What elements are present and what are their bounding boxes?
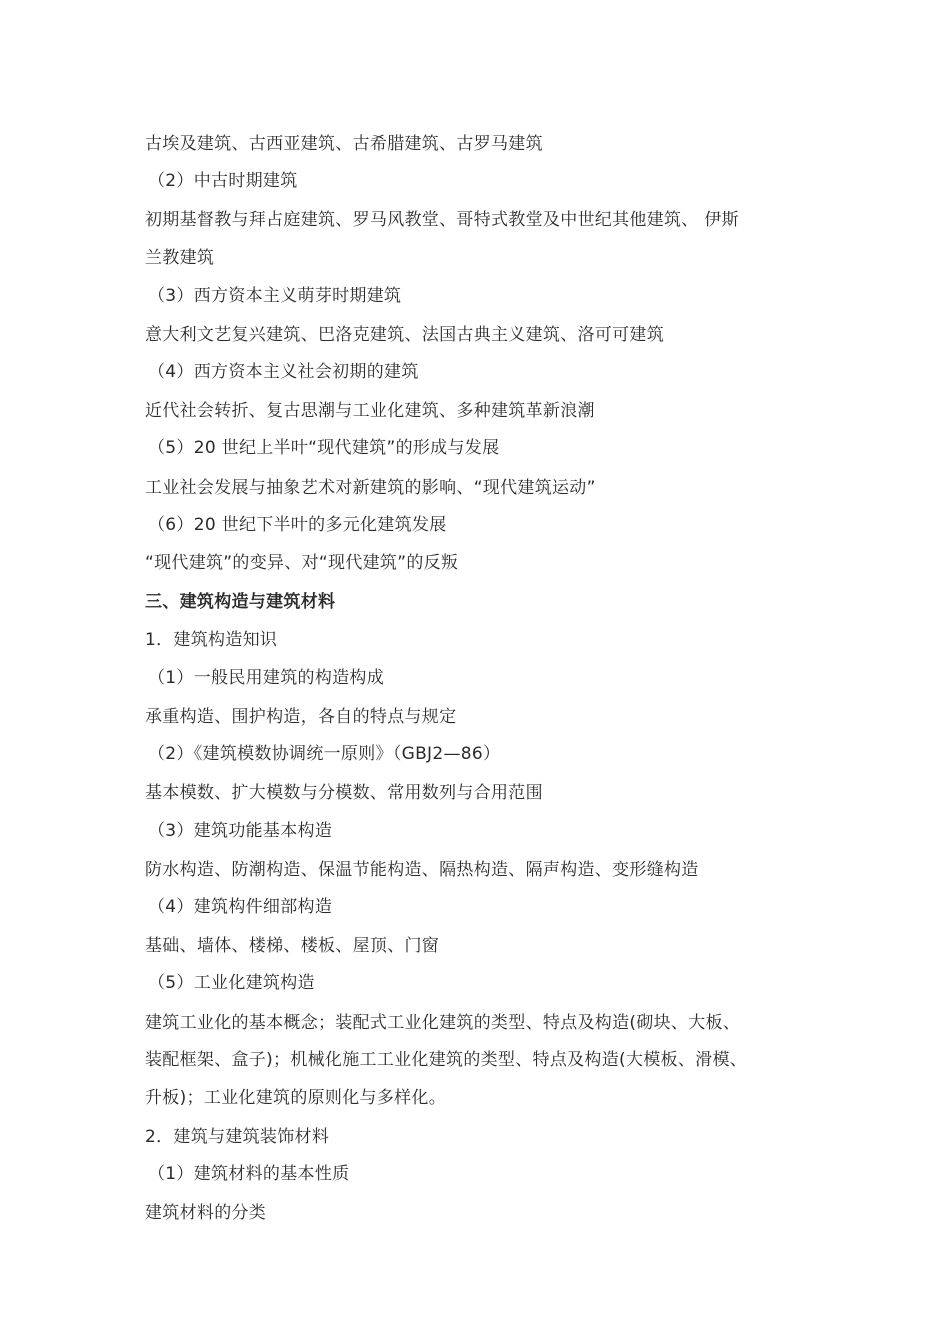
- text-line: 装配框架、盒子)；机械化施工工业化建筑的类型、特点及构造(大模板、滑模、: [145, 1050, 748, 1070]
- text-line: 意大利文艺复兴建筑、巴洛克建筑、法国古典主义建筑、洛可可建筑: [145, 325, 664, 345]
- subsection-heading: （2）《建筑模数协调统一原则》（GBJ2—86）: [148, 744, 501, 764]
- text-line: 基础、墙体、楼梯、楼板、屋顶、门窗: [145, 936, 440, 956]
- subsection-heading: （6）20 世纪下半叶的多元化建筑发展: [148, 515, 447, 535]
- subsection-heading: （4）西方资本主义社会初期的建筑: [148, 362, 419, 382]
- subsection-heading: （5）20 世纪上半叶“现代建筑”的形成与发展: [148, 438, 500, 458]
- subsection-heading: （2）中古时期建筑: [148, 171, 298, 191]
- text-line: 近代社会转折、复古思潮与工业化建筑、多种建筑革新浪潮: [145, 401, 595, 421]
- text-line: 防水构造、防潮构造、保温节能构造、隔热构造、隔声构造、变形缝构造: [145, 860, 699, 880]
- subsection-heading: （3）西方资本主义萌芽时期建筑: [148, 286, 402, 306]
- subsection-heading: （5）工业化建筑构造: [148, 973, 315, 993]
- subsection-heading: （1）建筑材料的基本性质: [148, 1164, 350, 1184]
- text-line: “现代建筑”的变异、对“现代建筑”的反叛: [145, 553, 459, 573]
- section-heading: 三、建筑构造与建筑材料: [145, 592, 336, 612]
- subsection-heading: （1）一般民用建筑的构造构成: [148, 668, 385, 688]
- text-line: 承重构造、围护构造，各自的特点与规定: [145, 707, 457, 727]
- text-line: 建筑材料的分类: [145, 1203, 267, 1223]
- text-line: 工业社会发展与抽象艺术对新建筑的影响、“现代建筑运动”: [145, 478, 596, 498]
- text-line: 兰教建筑: [145, 248, 215, 268]
- chapter-heading: 2．建筑与建筑装饰材料: [145, 1127, 330, 1147]
- subsection-heading: （4）建筑构件细部构造: [148, 897, 333, 917]
- text-line: 古埃及建筑、古西亚建筑、古希腊建筑、古罗马建筑: [145, 134, 543, 154]
- text-line: 基本模数、扩大模数与分模数、常用数列与合用范围: [145, 783, 543, 803]
- text-line: 升板)；工业化建筑的原则化与多样化。: [145, 1088, 447, 1108]
- subsection-heading: （3）建筑功能基本构造: [148, 821, 333, 841]
- text-line: 建筑工业化的基本概念；装配式工业化建筑的类型、特点及构造(砌块、大板、: [145, 1013, 741, 1033]
- text-line: 初期基督教与拜占庭建筑、罗马风教堂、哥特式教堂及中世纪其他建筑、 伊斯: [145, 210, 739, 230]
- chapter-heading: 1．建筑构造知识: [145, 630, 278, 650]
